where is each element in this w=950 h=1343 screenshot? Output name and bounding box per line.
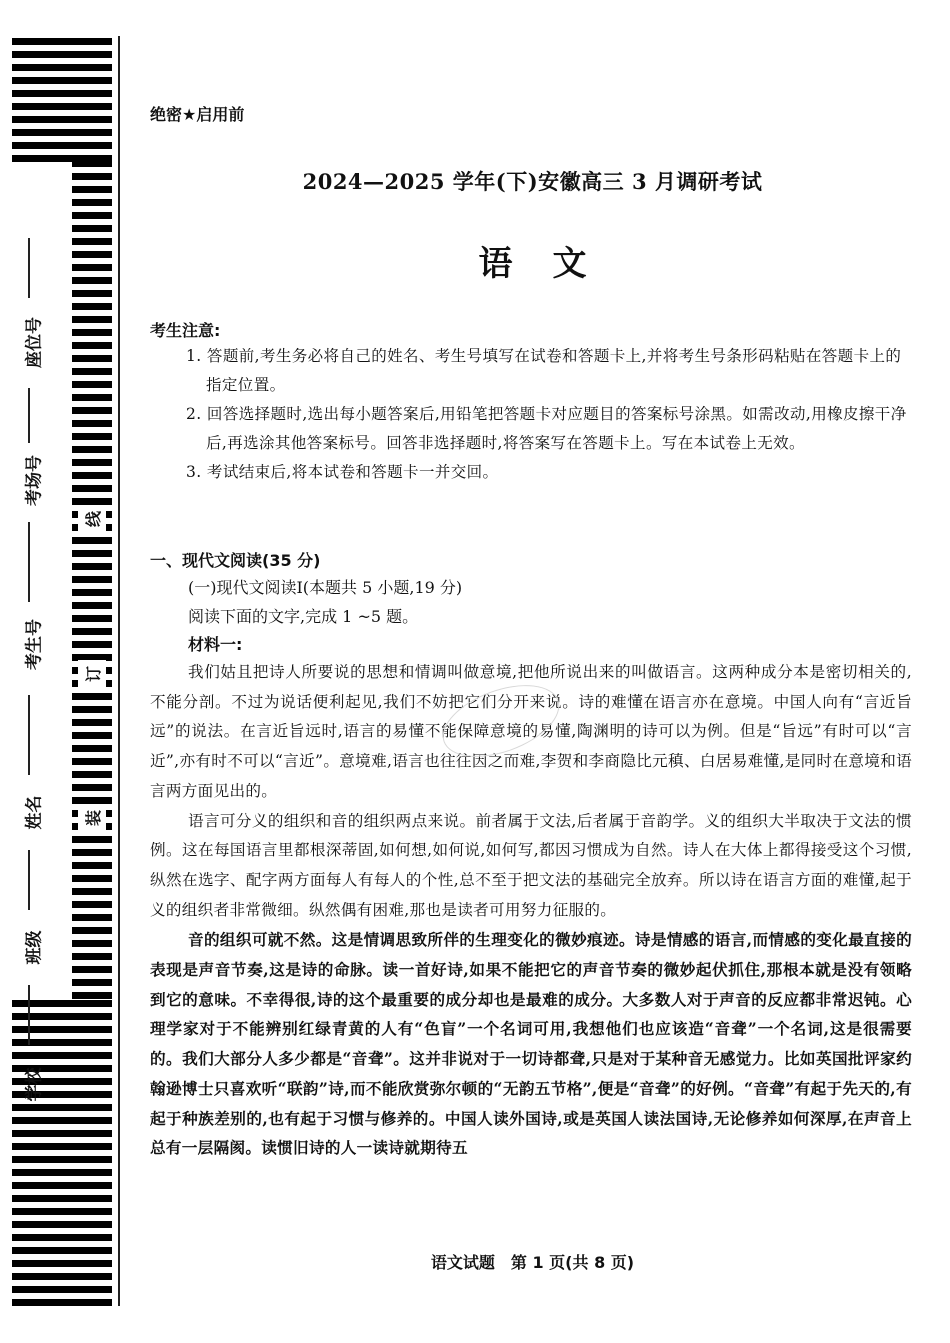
binding-stripe: [72, 914, 112, 921]
binding-stripe: [12, 1286, 112, 1293]
binding-stripe: [72, 589, 112, 596]
binding-stripe: [12, 1039, 112, 1046]
binding-stripe: [72, 212, 112, 219]
binding-stripe: [72, 576, 112, 583]
binding-stripe: [12, 1117, 112, 1124]
field-name: 姓名: [24, 795, 45, 830]
binding-stripe: [72, 563, 112, 570]
binding-stripe: [12, 1143, 112, 1150]
binding-cut-line: [118, 36, 120, 1306]
binding-stripe: [72, 290, 112, 297]
binding-stripe: [72, 199, 112, 206]
binding-stripe: [72, 433, 112, 440]
notice-item: 3. 考试结束后,将本试卷和答题卡一并交回。: [186, 463, 499, 481]
binding-stripe: [72, 732, 112, 739]
binding-stripe: [72, 550, 112, 557]
page-footer: 语文试题 第 1 页(共 8 页): [430, 1253, 635, 1272]
binding-stripe: [72, 836, 112, 843]
material-label: 材料一:: [188, 635, 243, 654]
binding-stripe: [12, 1169, 112, 1176]
binding-stripe: [72, 901, 112, 908]
binding-stripe: [72, 277, 112, 284]
binding-stripe: [72, 394, 112, 401]
binding-stripe: [12, 1247, 112, 1254]
binding-stripe: [12, 129, 112, 136]
binding-stripe: [72, 303, 112, 310]
notice-item: 2. 回答选择题时,选出每小题答案后,用铅笔把答题卡对应题目的答案标号涂黑。如需改动,用橡皮擦干净后,再选涂其他答案标号。回答非选择题时,将答案写在答题卡上。写在本试卷上无效。: [186, 405, 907, 452]
binding-stripe: [12, 1000, 112, 1007]
field-exam-room-line: [28, 388, 30, 443]
field-seat-number: 座位号: [24, 317, 45, 368]
binding-stripe: [72, 446, 112, 453]
binding-stripe: [72, 797, 112, 804]
binding-stripe: [72, 602, 112, 609]
field-name-line: [28, 695, 30, 775]
field-school: 学校: [24, 1067, 45, 1102]
binding-stripe: [72, 927, 112, 934]
binding-stripe: [12, 103, 112, 110]
confidential-label: 绝密★启用前: [150, 105, 245, 124]
binding-stripe: [72, 615, 112, 622]
cut-mark-line: 线: [78, 505, 106, 533]
field-class-line: [28, 850, 30, 910]
binding-stripe: [72, 745, 112, 752]
binding-stripe: [72, 420, 112, 427]
binding-stripe: [72, 641, 112, 648]
cut-mark-staple: 装: [78, 804, 106, 832]
cut-mark-bind: 订: [78, 660, 106, 688]
binding-stripe: [72, 784, 112, 791]
binding-stripe: [72, 355, 112, 362]
binding-margin: [0, 0, 130, 1343]
binding-stripe: [72, 862, 112, 869]
binding-stripe: [12, 1260, 112, 1267]
binding-stripe: [72, 693, 112, 700]
binding-stripe: [72, 628, 112, 635]
field-candidate-number-line: [28, 522, 30, 602]
binding-stripe: [12, 38, 112, 45]
binding-stripe: [72, 706, 112, 713]
exam-title: 2024—2025 学年(下)安徽高三 3 月调研考试: [302, 169, 763, 194]
binding-stripe: [72, 368, 112, 375]
binding-stripe: [12, 1182, 112, 1189]
binding-stripe: [12, 1273, 112, 1280]
binding-stripe: [12, 90, 112, 97]
binding-stripe: [72, 316, 112, 323]
binding-stripe: [12, 1156, 112, 1163]
binding-stripe: [72, 992, 112, 999]
binding-stripe: [12, 1299, 112, 1306]
binding-stripe: [72, 498, 112, 505]
binding-stripe: [72, 849, 112, 856]
binding-stripe: [12, 1195, 112, 1202]
passage-paragraph: 音的组织可就不然。这是情调思致所伴的生理变化的微妙痕迹。诗是情感的语言,而情感的变化最直接的表现是声音节奏,这是诗的命脉。读一首好诗,如果不能把它的声音节奏的微妙起伏抓住,那根本就是没有领略到它的意味。不幸得很,诗的这个最重要的成分却也是最难的成分。大多数人对于声音的反应都非常迟钝。心理学家对于不能辨别红绿青黄的人有“色盲”一个名词可用,我想他们也应该造“音聋”一个名词,这是很需要的。我们大部分人多少都是“音聋”。这并非说对于一切诗都聋,只是对于某种音无感觉力。比如英国批评家约翰逊博士只喜欢听“联韵”诗,而不能欣赏弥尔顿的“无韵五节格”,便是“音聋”的好例。“音聋”有起于先天的,有起于种族差别的,也有起于习惯与修养的。中国人读外国诗,或是英国人读法国诗,无论修养如何深厚,在声音上总有一层隔阂。读惯旧诗的人一读诗就期待五: [150, 930, 912, 1158]
binding-stripe: [12, 1013, 112, 1020]
binding-stripe: [12, 1234, 112, 1241]
binding-stripe: [72, 264, 112, 271]
binding-stripe: [12, 51, 112, 58]
binding-stripe: [72, 888, 112, 895]
notice-item: 1. 答题前,考生务必将自己的姓名、考生号填写在试卷和答题卡上,并将考生号条形码粘贴在答题卡上的指定位置。: [186, 347, 902, 394]
binding-stripe: [72, 979, 112, 986]
binding-stripe: [12, 142, 112, 149]
field-seat-number-line: [28, 238, 30, 298]
binding-stripe: [72, 472, 112, 479]
binding-stripe: [72, 537, 112, 544]
binding-stripe: [12, 1221, 112, 1228]
binding-stripe: [72, 966, 112, 973]
binding-stripe: [12, 116, 112, 123]
binding-stripe: [72, 719, 112, 726]
binding-stripe: [12, 1026, 112, 1033]
binding-stripe: [12, 64, 112, 71]
binding-stripe: [72, 329, 112, 336]
binding-stripe: [72, 940, 112, 947]
binding-stripe: [12, 77, 112, 84]
binding-stripe: [72, 173, 112, 180]
section-subheading: (一)现代文阅读Ⅰ(本题共 5 小题,19 分): [188, 578, 463, 597]
field-school-line: [28, 985, 30, 1045]
binding-stripe: [12, 1208, 112, 1215]
field-candidate-number: 考生号: [24, 619, 45, 670]
subject-title: 语文: [478, 244, 627, 284]
binding-stripe: [72, 225, 112, 232]
notice-list: [186, 342, 911, 487]
binding-stripe: [72, 381, 112, 388]
binding-stripe: [72, 953, 112, 960]
section-instruction: 阅读下面的文字,完成 1 ~5 题。: [188, 607, 419, 626]
binding-stripe: [72, 238, 112, 245]
passage-paragraph: 语言可分义的组织和音的组织两点来说。前者属于文法,后者属于音韵学。义的组织大半取决于文法的惯例。这在每国语言里都根深蒂固,如何想,如何说,如何写,都因习惯成为自然。诗人在大体上都得接受这个习惯,纵然在选字、配字两方面每人有每人的个性,总不至于把文法的基础完全放弃。所以诗在语言方面的难懂,起于义的组织者非常微细。纵然偶有困难,那也是读者可用努力征服的。: [150, 811, 912, 919]
binding-stripe: [72, 875, 112, 882]
binding-stripe: [72, 342, 112, 349]
binding-stripe: [72, 407, 112, 414]
binding-stripe: [72, 758, 112, 765]
binding-stripe: [72, 186, 112, 193]
binding-stripe: [72, 459, 112, 466]
field-class: 班级: [24, 930, 45, 965]
notice-heading: 考生注意:: [150, 321, 221, 340]
binding-stripe: [72, 485, 112, 492]
binding-stripe: [72, 251, 112, 258]
section-heading: 一、现代文阅读(35 分): [150, 551, 321, 570]
binding-stripe: [72, 771, 112, 778]
binding-stripe: [72, 160, 112, 167]
binding-stripe: [12, 1130, 112, 1137]
passage-paragraph: 我们姑且把诗人所要说的思想和情调叫做意境,把他所说出来的叫做语言。这两种成分本是密切相关的,不能分剖。不过为说话便利起见,我们不妨把它们分开来说。诗的难懂在语言亦在意境。中国人向有“言近旨远”的说法。在言近旨远时,语言的易懂不能保障意境的易懂,陶渊明的诗可以为例。但是“旨远”有时可以“言近”,亦有时不可以“言近”。意境难,语言也往往因之而难,李贺和李商隐比元稹、白居易难懂,是同时在意境和语言两方面见出的。: [150, 663, 912, 800]
field-exam-room: 考场号: [24, 455, 45, 506]
